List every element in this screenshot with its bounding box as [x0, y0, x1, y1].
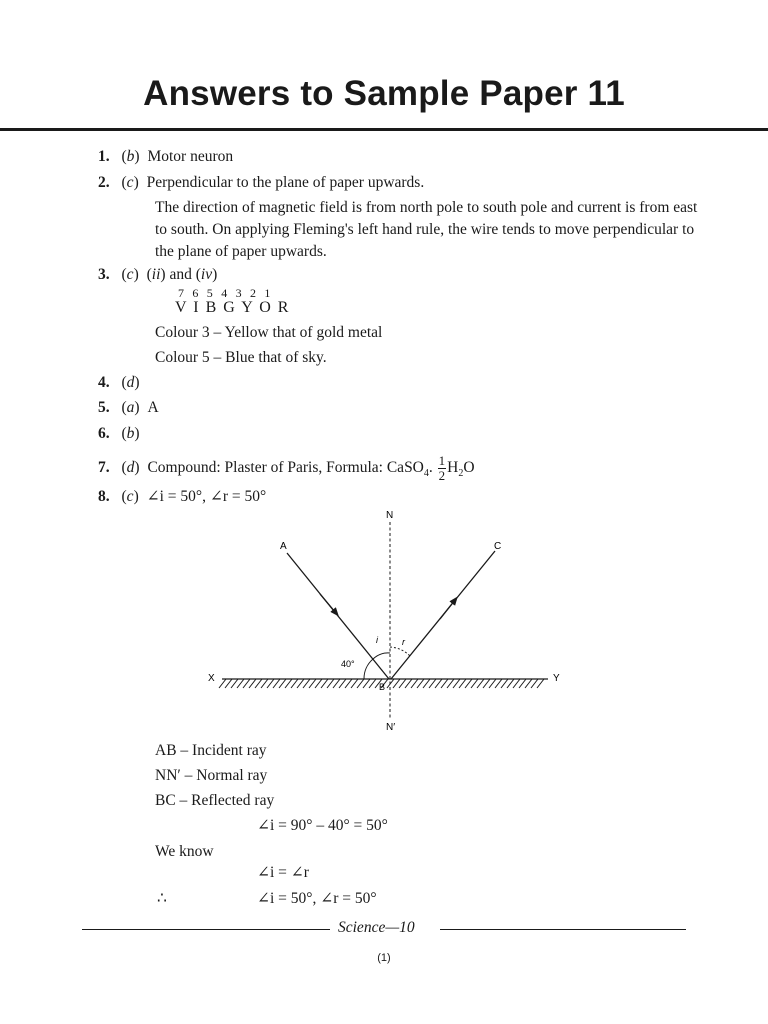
hatch-stroke: [279, 679, 286, 688]
hatch-stroke: [519, 679, 526, 688]
hatch-stroke: [531, 679, 538, 688]
answer-4: 4. (d): [98, 374, 140, 391]
label-r: r: [402, 637, 405, 647]
hatch-stroke: [465, 679, 472, 688]
hatch-stroke: [345, 679, 352, 688]
answer-3: 3. (c) (ii) and (iv): [98, 266, 218, 283]
hatch-stroke: [297, 679, 304, 688]
answer-option: c: [126, 266, 134, 283]
hatch-stroke: [327, 679, 334, 688]
hatch-stroke: [261, 679, 268, 688]
hatch-stroke: [357, 679, 364, 688]
answer-1: 1. (b) Motor neuron: [98, 148, 234, 165]
answer-text: A: [147, 399, 159, 416]
hatch-stroke: [459, 679, 466, 688]
answer-option: a: [126, 399, 135, 416]
answer-option: b: [126, 425, 135, 442]
answer-option: b: [126, 148, 135, 165]
hatch-stroke: [507, 679, 514, 688]
label-y: Y: [553, 673, 560, 684]
answer-number: 2.: [98, 174, 110, 191]
hatch-stroke: [417, 679, 424, 688]
label-angle-40: 40°: [341, 659, 355, 669]
we-know-text: We know: [155, 843, 214, 860]
label-c: C: [494, 541, 502, 552]
colour-3-line: Colour 3 – Yellow that of gold metal: [155, 324, 383, 341]
answer-2-explanation: The direction of magnetic field is from north pole to south pole and current is from east to south. On applying Fleming's left hand rule, the wire tends to move perpendicular to the plane of paper upwards.: [155, 199, 698, 260]
answer-number: 8.: [98, 488, 110, 505]
therefore-symbol: ∴: [157, 890, 167, 907]
vibgyor-numbers: 7 6 5 4 3 2 1: [178, 286, 274, 300]
incident-arrow: [320, 594, 336, 613]
incident-ray-line: AB – Incident ray: [155, 742, 267, 759]
answer-8: 8. (c) ∠i = 50°, ∠r = 50°: [98, 488, 267, 505]
answer-number: 1.: [98, 148, 110, 165]
hatch-stroke: [429, 679, 436, 688]
hatch-stroke: [495, 679, 502, 688]
hatch-stroke: [303, 679, 310, 688]
hatch-stroke: [393, 679, 400, 688]
hatch-stroke: [483, 679, 490, 688]
hatch-stroke: [447, 679, 454, 688]
angle-r-arc: [390, 647, 410, 656]
answer-number: 4.: [98, 374, 110, 391]
label-i: i: [376, 635, 378, 645]
page-title: Answers to Sample Paper 11: [143, 74, 625, 113]
label-b: B: [379, 682, 386, 692]
subscript-4: 4: [423, 468, 429, 480]
answer-text: ∠i = 50°, ∠r = 50°: [146, 488, 267, 505]
equation-1: ∠i = 90° – 40° = 50°: [257, 817, 388, 834]
hatch-stroke: [369, 679, 376, 688]
roman-iv: iv: [200, 266, 213, 283]
hatch-stroke: [525, 679, 532, 688]
incident-ray: [287, 553, 389, 679]
hatch-stroke: [405, 679, 412, 688]
hatch-stroke: [399, 679, 406, 688]
hatch-stroke: [219, 679, 226, 688]
hatch-stroke: [423, 679, 430, 688]
equation-2: ∠i = ∠r: [257, 864, 309, 881]
hatch-stroke: [273, 679, 280, 688]
hatch-stroke: [333, 679, 340, 688]
answer-number: 7.: [98, 459, 110, 477]
answer-option: d: [126, 374, 135, 391]
hatch-stroke: [315, 679, 322, 688]
hatch-stroke: [285, 679, 292, 688]
label-a: A: [280, 541, 287, 552]
angle-i-arc: [373, 653, 390, 659]
subscript-2: 2: [458, 468, 464, 480]
roman-ii: ii: [151, 266, 161, 283]
answer-text: Perpendicular to the plane of paper upwards.: [146, 174, 425, 191]
fraction-half: $\frac{1}{2}$: [438, 453, 446, 483]
colour-5-line: Colour 5 – Blue that of sky.: [155, 349, 327, 366]
hatch-stroke: [489, 679, 496, 688]
vibgyor-letters: V I B G Y O R: [175, 299, 290, 316]
answer-number: 6.: [98, 425, 110, 442]
hatch-stroke: [453, 679, 460, 688]
equation-3: ∠i = 50°, ∠r = 50°: [257, 890, 377, 907]
angle-40-arc: [364, 659, 373, 679]
answer-text: Compound: Plaster of Paris, Formula: CaSO: [147, 459, 424, 477]
answer-6: 6. (b): [98, 425, 140, 442]
hatch-stroke: [471, 679, 478, 688]
footer-rule-right: [440, 929, 686, 930]
hatch-stroke: [351, 679, 358, 688]
hatch-stroke: [225, 679, 232, 688]
and-word: and: [169, 266, 192, 283]
hatch-stroke: [321, 679, 328, 688]
hatch-stroke: [237, 679, 244, 688]
hatch-stroke: [501, 679, 508, 688]
hatch-stroke: [441, 679, 448, 688]
hatch-stroke: [435, 679, 442, 688]
label-n: N: [386, 510, 394, 521]
answer-7: 7. (d) Compound: Plaster of Paris, Formula: CaSO$_4$. $\frac{1}{2}$ $H_2O$: [98, 453, 475, 483]
reflected-ray-line: BC – Reflected ray: [155, 792, 275, 809]
formula-o: O: [463, 459, 475, 477]
label-n-prime: N′: [386, 722, 396, 733]
answer-option: c: [126, 488, 134, 505]
hatch-stroke: [249, 679, 256, 688]
hatch-stroke: [231, 679, 238, 688]
hatch-stroke: [339, 679, 346, 688]
hatch-stroke: [363, 679, 370, 688]
answer-option: c: [126, 174, 134, 191]
page-number: (1): [377, 952, 391, 964]
hatch-stroke: [513, 679, 520, 688]
label-x: X: [208, 673, 215, 684]
hatch-stroke: [243, 679, 250, 688]
answer-text: Motor neuron: [147, 148, 234, 165]
hatch-stroke: [477, 679, 484, 688]
footer-rule-left: [82, 929, 330, 930]
reflected-arrow: [440, 600, 455, 619]
normal-ray-line: NN′ – Normal ray: [155, 767, 268, 784]
hatch-stroke: [537, 679, 544, 688]
answer-5: 5. (a) A: [98, 399, 159, 416]
footer-subject: Science—10: [338, 919, 415, 936]
answer-number: 3.: [98, 266, 110, 283]
hatch-stroke: [267, 679, 274, 688]
dot: .: [428, 459, 433, 477]
hatch-stroke: [411, 679, 418, 688]
formula-h: H: [447, 459, 459, 477]
hatch-stroke: [309, 679, 316, 688]
hatch-stroke: [291, 679, 298, 688]
hatch-stroke: [255, 679, 262, 688]
answer-2: 2. (c) Perpendicular to the plane of paper upwards.: [98, 174, 425, 191]
answer-number: 5.: [98, 399, 110, 416]
answer-option: d: [126, 459, 135, 477]
